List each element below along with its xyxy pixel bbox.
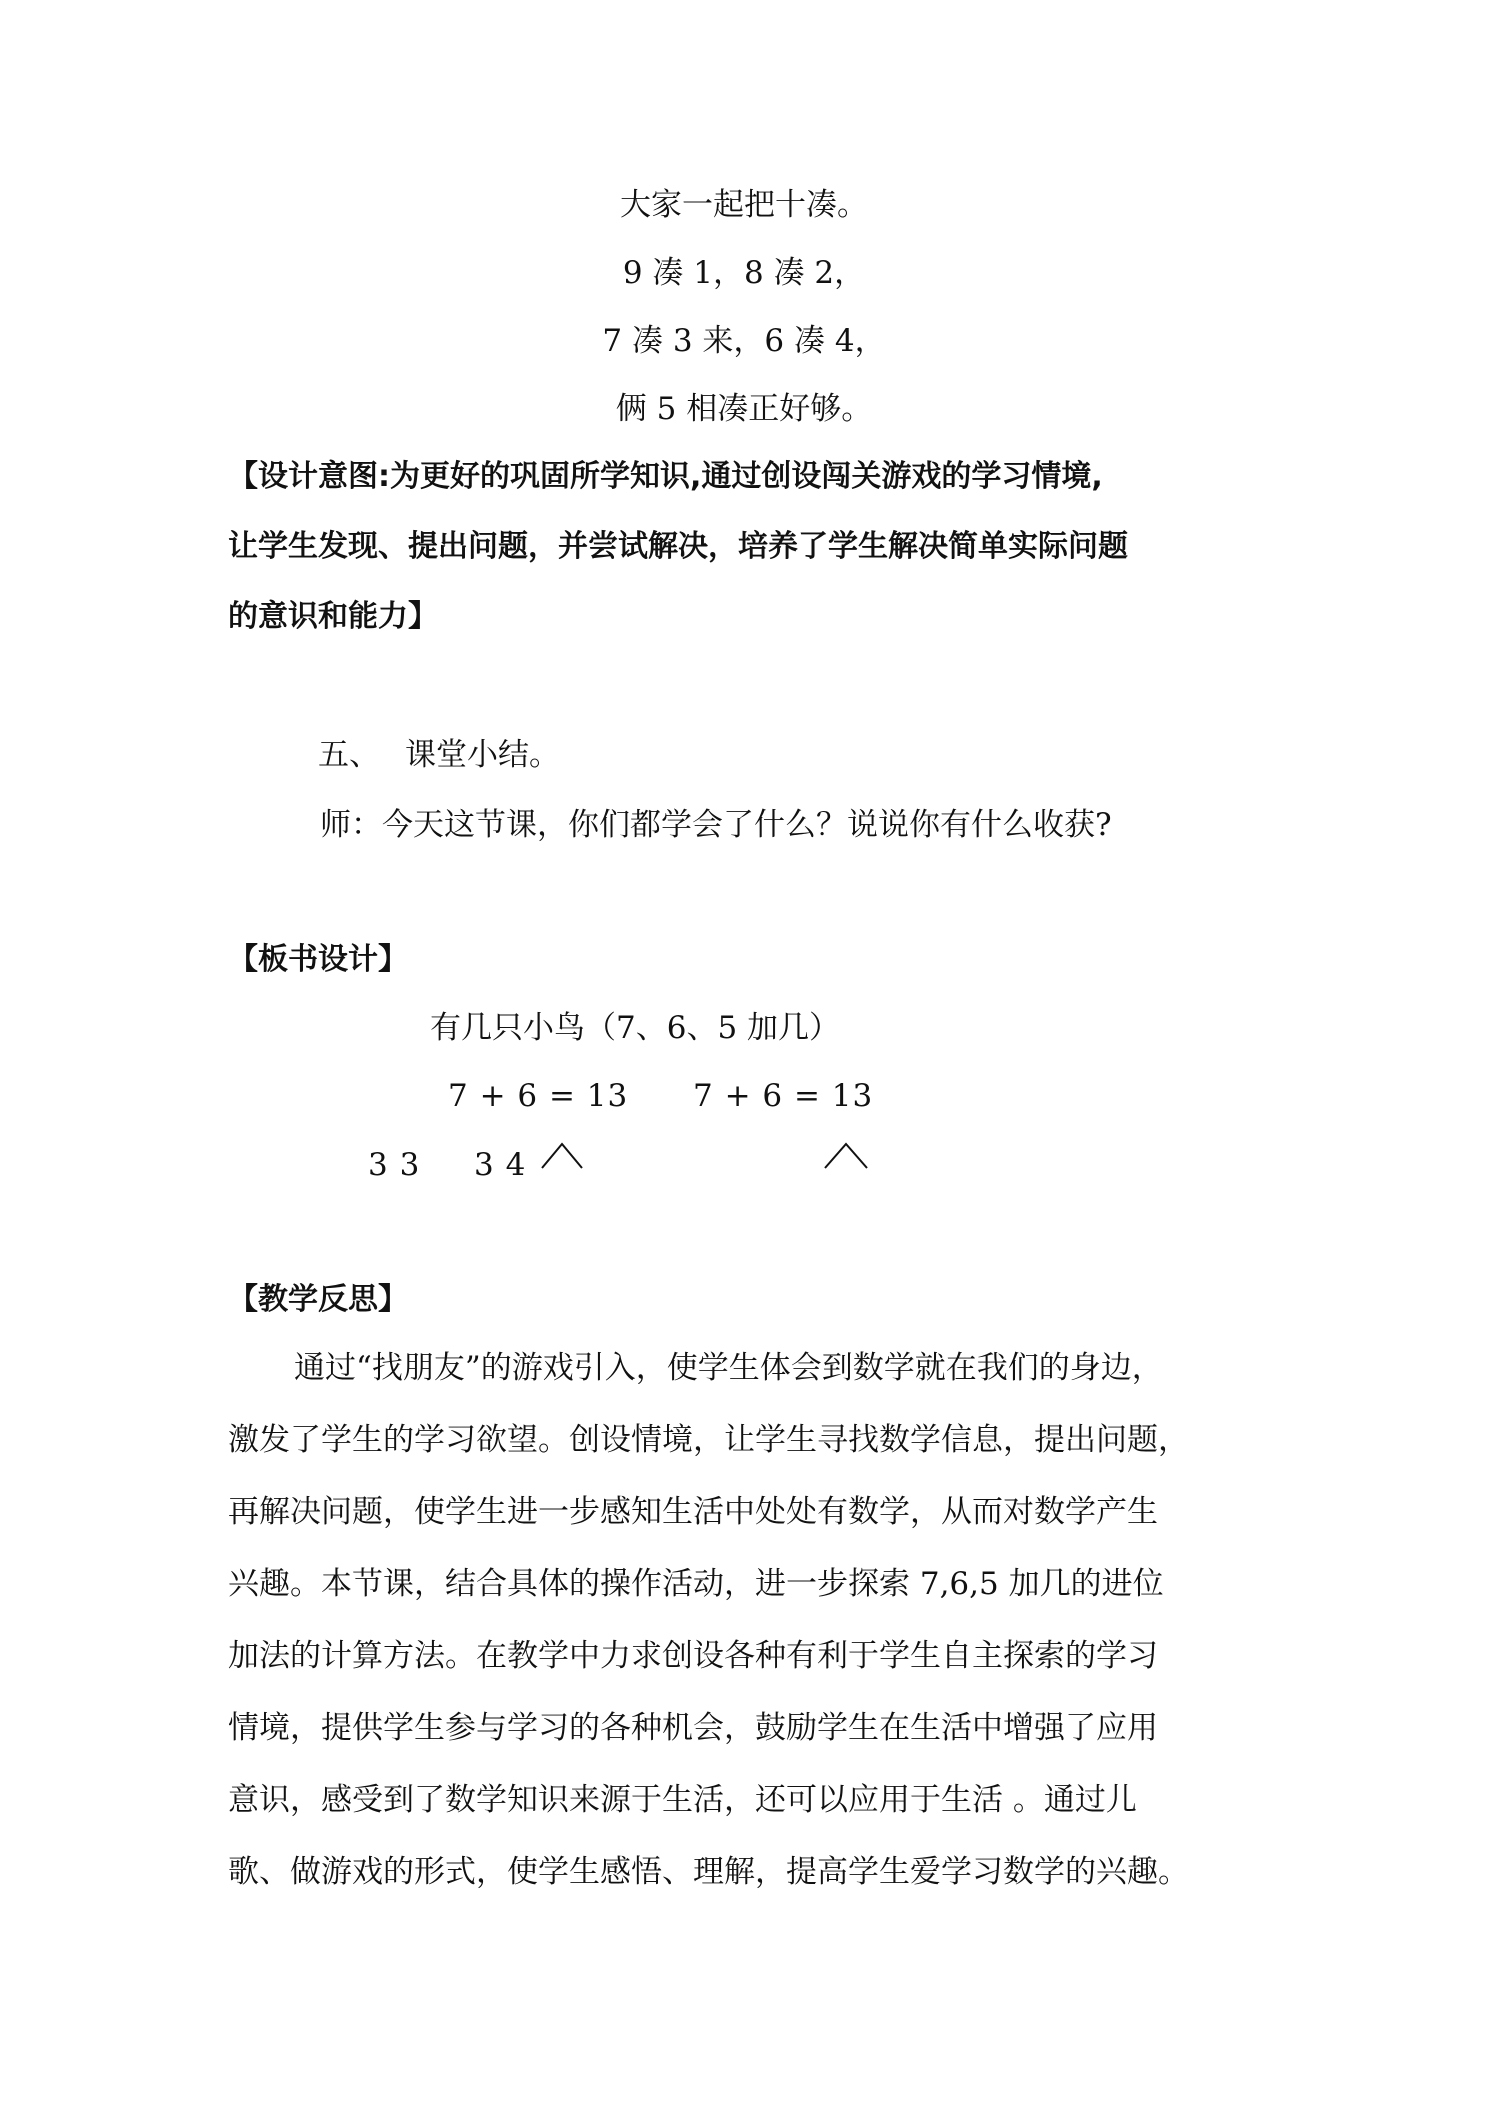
reflection-line: 加法的计算方法。在教学中力求创设各种有利于学生自主探索的学习: [228, 1638, 1158, 1674]
design-intent-line-2: 让学生发现、提出问题，并尝试解决，培养了学生解决简单实际问题: [228, 529, 1128, 564]
summary-number: 五、: [318, 737, 380, 773]
board-title: 有几只小鸟（7、6、5 加几）: [430, 1010, 841, 1046]
design-intent-line-3: 的意识和能力】: [228, 599, 438, 634]
summary-heading: 课堂小结。: [405, 737, 560, 773]
reflection-line: 激发了学生的学习欲望。创设情境，让学生寻找数学信息，提出问题，: [228, 1422, 1189, 1458]
equation-right: 7 + 6 = 13: [693, 1078, 874, 1114]
split-mark-right-icon: [823, 1140, 869, 1170]
equation-left: 7 + 6 = 13: [448, 1078, 629, 1114]
rhyme-line-3: 7 凑 3 来，6 凑 4，: [602, 323, 886, 359]
design-intent-line-1: 【设计意图:为更好的巩固所学知识,通过创设闯关游戏的学习情境,: [228, 459, 1103, 494]
rhyme-line-4: 俩 5 相凑正好够。: [615, 391, 873, 427]
split-left-b: 3 4: [474, 1147, 527, 1183]
split-left-a: 3 3: [368, 1147, 421, 1183]
reflection-heading: 【教学反思】: [228, 1282, 408, 1317]
split-mark-left-icon: [540, 1140, 584, 1170]
reflection-paragraph: [228, 1332, 1280, 1908]
rhyme-line-2: 9 凑 1，8 凑 2，: [622, 255, 866, 291]
reflection-line: 兴趣。本节课，结合具体的操作活动，进一步探索 7,6,5 加几的进位: [228, 1566, 1164, 1602]
reflection-line: 意识，感受到了数学知识来源于生活，还可以应用于生活 。通过儿: [228, 1782, 1137, 1818]
reflection-line: 歌、做游戏的形式，使学生感悟、理解，提高学生爱学习数学的兴趣。: [228, 1854, 1189, 1890]
reflection-line: 再解决问题，使学生进一步感知生活中处处有数学，从而对数学产生: [228, 1494, 1158, 1530]
reflection-line: 情境，提供学生参与学习的各种机会，鼓励学生在生活中增强了应用: [228, 1710, 1158, 1746]
board-design-heading: 【板书设计】: [228, 942, 408, 977]
rhyme-line-1: 大家一起把十凑。: [620, 187, 868, 223]
reflection-line: 通过“找朋友”的游戏引入，使学生体会到数学就在我们的身边，: [294, 1350, 1163, 1386]
teacher-question: 师：今天这节课，你们都学会了什么？说说你有什么收获?: [320, 807, 1112, 843]
